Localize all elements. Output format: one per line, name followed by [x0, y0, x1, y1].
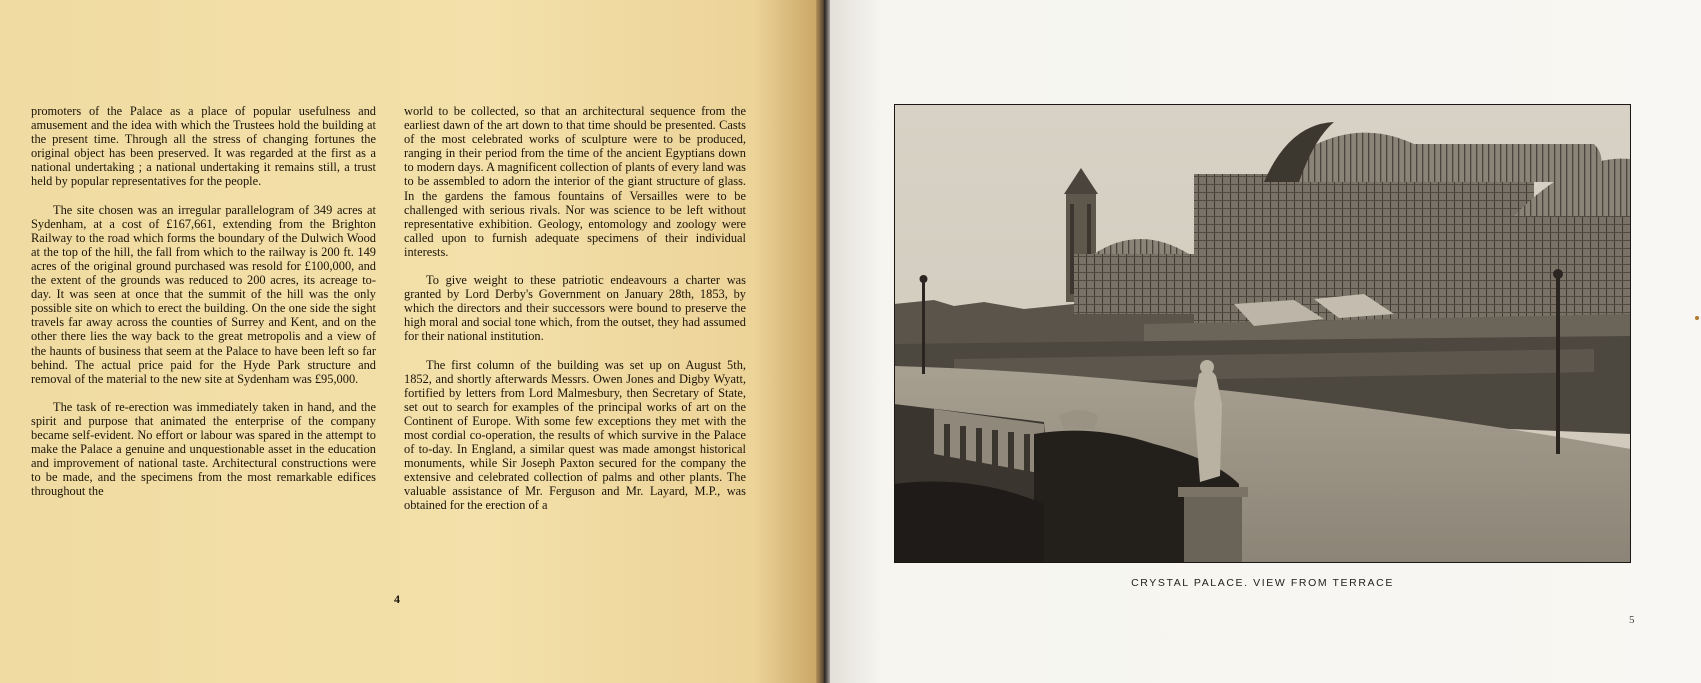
paragraph: The first column of the building was set up on August 5th, 1852, and shortly afterwards Messrs. Owen Jones and Digby Wyatt, fortified by letters from Lord Malmesbury, then Secretary of State, set out to search for examples of the principal works of art on the Continent of Europe. With some few exceptions they met with the most cordial co-operation, the results of which survive in the Palace of to-day. In England, a similar quest was made amongst historical monuments, while Sir Joseph Paxton secured for the company the extensive and celebrated collection of palms and other plants. The valuable assistance of Mr. Ferguson and Mr. Layard, M.P., was obtained for the erection of a [404, 357, 746, 513]
photo-illustration [894, 104, 1631, 563]
left-page [0, 0, 820, 683]
paragraph: world to be collected, so that an architectural sequence from the earliest dawn of the art down to that time should be presented. Casts of the most celebrated works of sculpture were to be produced, ranging in their period from the time of the ancient Egyptians down to modern days. A magnificent collection of plants of every land was to be assembled to adorn the interior of the giant structure of glass. In the gardens the famous fountains of Versailles were to be challenged with serious rivals. Nor was science to be left without representative exhibition. Geology, entomology and zoology were called upon to furnish adequate specimens of their individual interests. [404, 104, 746, 259]
page-number-right: 5 [1629, 614, 1635, 626]
page-edge-mark [1695, 316, 1699, 320]
right-page [830, 0, 1701, 683]
page-number-left: 4 [394, 592, 400, 606]
photo-caption: CRYSTAL PALACE. VIEW FROM TERRACE [1131, 577, 1394, 589]
crystal-palace-photograph [894, 104, 1631, 563]
paragraph: promoters of the Palace as a place of popular usefulness and amusement and the idea with which the Trustees hold the building at the present time. Through all the stress of changing fortunes the original object has been preserved. It was regarded at the first as a national undertaking ; a national undertaking it remains still, a trust held by popular representatives for the people. [31, 104, 376, 189]
text-column-1 [31, 104, 376, 512]
paragraph: To give weight to these patriotic endeavours a charter was granted by Lord Derby's Government on January 28th, 1853, by which the directors and their successors were bound to preserve the high moral and social tone which, from the outset, they had assumed for their national institution. [404, 273, 746, 344]
paragraph: The task of re-erection was immediately taken in hand, and the spirit and purpose that animated the enterprise of the company became self-evident. No effort or labour was spared in the attempt to make the Palace a genuine and unquestionable asset in the education and improvement of national taste. Architectural constructions were to be made, and the specimens from the most remarkable edifices throughout the [31, 399, 376, 499]
paragraph: The site chosen was an irregular parallelogram of 349 acres at Sydenham, at a cost of £167,661, extending from the Brighton Railway to the road which forms the boundary of the Dulwich Wood at the top of the hill, the fall from which to the railway is 200 ft. 149 acres of the original ground purchased was resold for £100,000, and the extent of the grounds was reduced to 200 acres, its acreage to-day. It was seen at once that the summit of the hill was the only possible site on which to erect the building. On the one side the sight travels far away across the counties of Surrey and Kent, and on the other there lies the way back to the great metropolis and a view of the haunts of business that seem at the Palace to have been left so far behind. The actual price paid for the Hyde Park structure and removal of the material to the new site at Sydenham was £95,000. [31, 202, 376, 386]
text-column-2 [404, 104, 746, 527]
